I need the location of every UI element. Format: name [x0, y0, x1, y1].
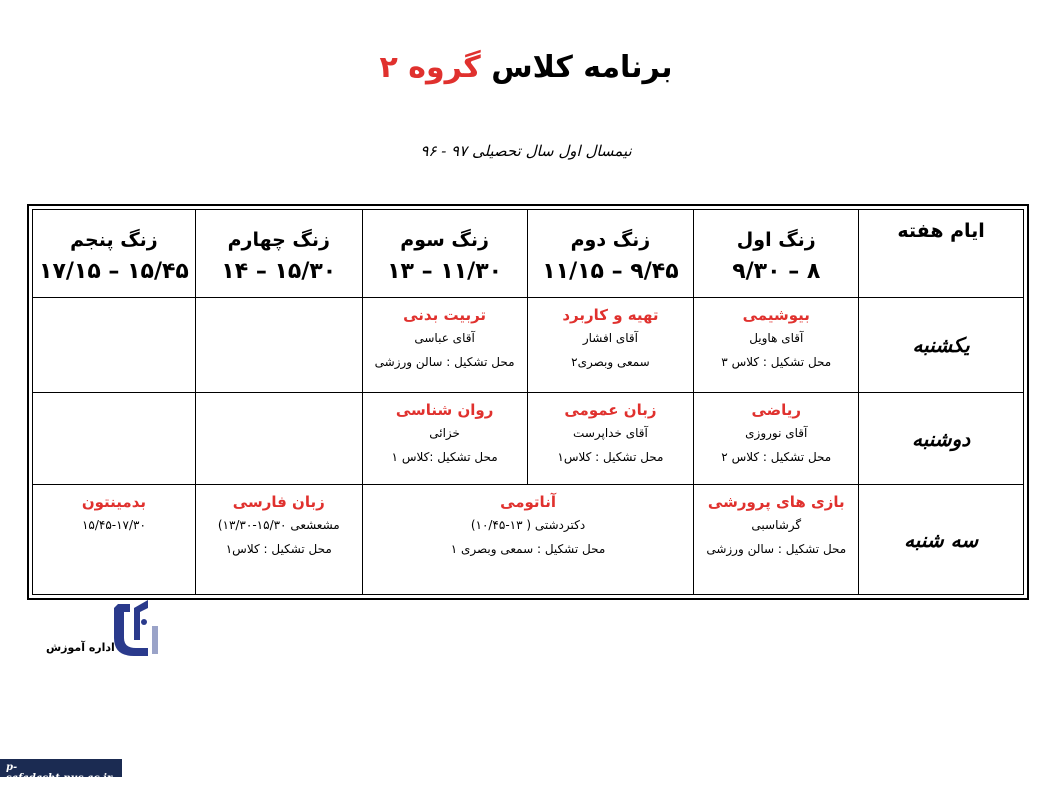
class-cell: روان شناسی خزائی محل تشکیل :کلاس ۱: [362, 393, 527, 485]
page-title: [0, 50, 1052, 85]
days-header: ایام هفته: [859, 210, 1024, 298]
header-row: [33, 210, 1024, 298]
day-cell: دوشنبه: [859, 393, 1024, 485]
day-cell: یکشنبه: [859, 298, 1024, 393]
title-group: گروه ۲: [379, 50, 481, 85]
class-cell: زبان فارسی مشعشعی ۱۵/۳۰-۱۳/۳۰) محل تشکیل : کلاس۱: [195, 485, 362, 595]
empty-cell: [195, 393, 362, 485]
empty-cell: [195, 298, 362, 393]
class-cell: ریاضی آقای نوروزی محل تشکیل : کلاس ۲: [694, 393, 859, 485]
period-header: زنگ اول ۸ – ۹/۳۰: [694, 210, 859, 298]
class-cell: تربیت بدنی آقای عباسی محل تشکیل : سالن ورزشی: [362, 298, 527, 393]
class-cell: بیوشیمی آقای هاویل محل تشکیل : کلاس ۳: [694, 298, 859, 393]
empty-cell: [33, 393, 196, 485]
table-row: [33, 393, 1024, 485]
footer-url[interactable]: p-safadasht.nus.ac.ir: [0, 759, 122, 777]
period-header: زنگ دوم ۹/۴۵ – ۱۱/۱۵: [527, 210, 694, 298]
table-row: [33, 298, 1024, 393]
period-header: زنگ سوم ۱۱/۳۰ – ۱۳: [362, 210, 527, 298]
semester-subtitle: نیمسال اول سال تحصیلی ۹۷ - ۹۶: [420, 142, 632, 160]
university-logo-icon: [108, 598, 168, 658]
schedule-table-frame: [27, 204, 1029, 600]
schedule-table: [32, 209, 1024, 595]
class-cell: بدمینتون ۱۵/۴۵-۱۷/۳۰: [33, 485, 196, 595]
period-header: زنگ پنجم ۱۵/۴۵ – ۱۷/۱۵: [33, 210, 196, 298]
class-cell: زبان عمومی آقای خداپرست محل تشکیل : کلاس۱: [527, 393, 694, 485]
table-row: [33, 485, 1024, 595]
period-header: زنگ چهارم ۱۵/۳۰ – ۱۴: [195, 210, 362, 298]
class-cell: آناتومی دکتردشتی ( ۱۳-۱۰/۴۵) محل تشکیل : سمعی وبصری ۱: [362, 485, 694, 595]
class-cell: بازی های پرورشی گرشاسبی محل تشکیل : سالن ورزشی: [694, 485, 859, 595]
empty-cell: [33, 298, 196, 393]
title-prefix: برنامه کلاس: [491, 50, 673, 85]
logo-label: اداره آموزش: [46, 641, 115, 654]
day-cell: سه شنبه: [859, 485, 1024, 595]
class-cell: تهیه و کاربرد آقای افشار سمعی وبصری۲: [527, 298, 694, 393]
